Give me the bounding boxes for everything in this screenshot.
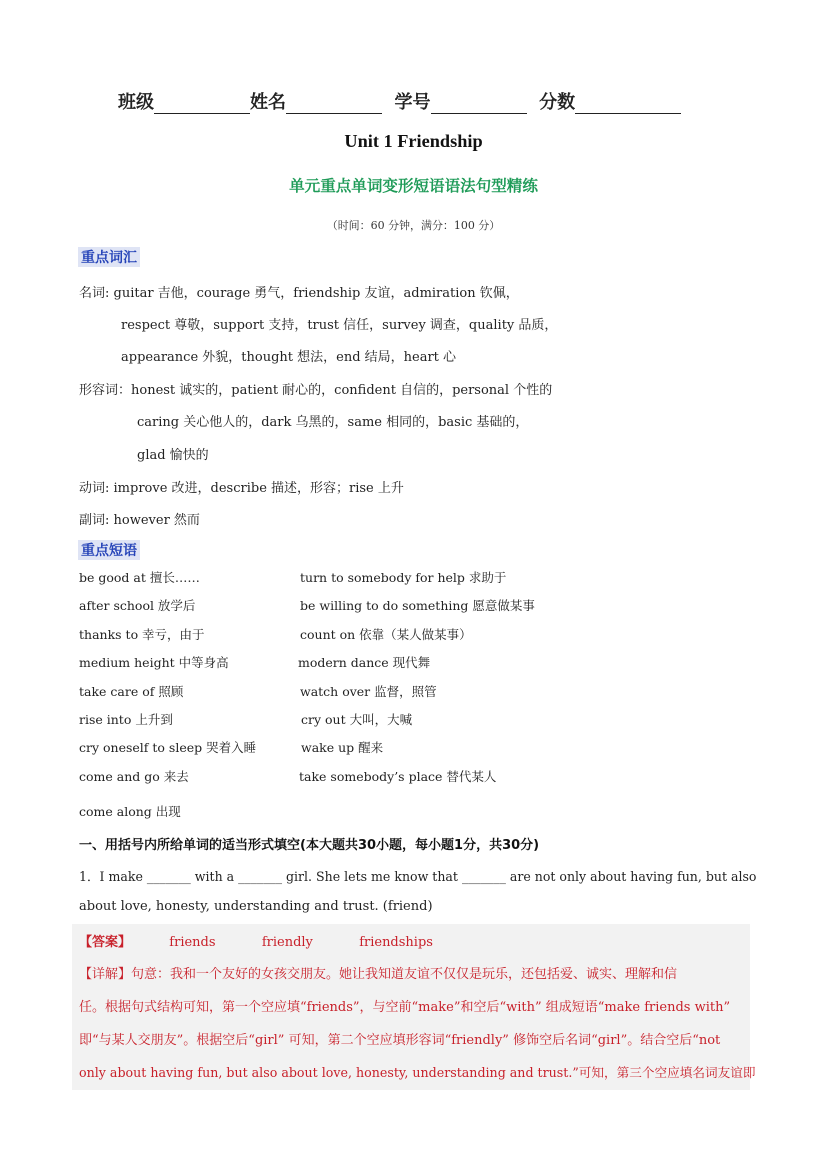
vocab-line: appearance 外貌，thought 想法，end 结局，heart 心 xyxy=(121,350,457,365)
class-label: 班级 xyxy=(118,92,154,113)
phrase-left: after school 放学后 xyxy=(79,598,196,613)
phrase-left: be good at 擅长…… xyxy=(79,570,200,585)
vocab-line: respect 尊敬，support 支持，trust 信任，survey 调查，quality 品质， xyxy=(121,318,558,333)
vocab-line: 名词: guitar 吉他，courage 勇气，friendship 友谊，admiration 钦佩， xyxy=(79,286,519,301)
vocab-line: caring 关心他人的，dark 乌黑的，same 相同的，basic 基础的， xyxy=(137,415,529,430)
phrase-left: take care of 照顾 xyxy=(79,684,184,699)
phrase-right: be willing to do something 愿意做某事 xyxy=(300,598,535,613)
detail-line: 【详解】句意：我和一个友好的女孩交朋友。她让我知道友谊不仅仅是玩乐，还包括爱、诚实、理解和信 xyxy=(79,967,678,982)
phrase-left: come along 出现 xyxy=(79,804,181,819)
id-label: 学号 xyxy=(394,92,431,113)
detail-line: 即“与某人交朋友”。根据空后“girl” 可知，第二个空应填形容词“friendly” 修饰空后名词“girl”。结合空后“not xyxy=(79,1033,721,1048)
detail-line: only about having fun, but also about love, honesty, understanding and trust.”可知，第三个空应填名词友谊即 xyxy=(79,1065,756,1080)
answer-row xyxy=(79,931,433,950)
phrase-left: rise into 上升到 xyxy=(79,712,173,727)
phrase-right: take somebody’s place 替代某人 xyxy=(299,769,497,784)
vocab-heading: 重点词汇 xyxy=(78,247,140,267)
detail-line: 任。根据句式结构可知，第一个空应填“friends”，与空前“make”和空后“with” 组成短语“make friends with” xyxy=(79,1000,731,1015)
student-info-header xyxy=(118,88,681,114)
time-note: （时间：60 分钟，满分：100 分） xyxy=(326,219,501,232)
id-blank[interactable] xyxy=(431,95,527,114)
phrase-right: watch over 监督，照管 xyxy=(300,684,437,699)
phrase-left: medium height 中等身高 xyxy=(79,655,229,670)
name-blank[interactable] xyxy=(286,95,382,114)
phrase-left: cry oneself to sleep 哭着入睡 xyxy=(79,740,257,755)
phrase-left: come and go 来去 xyxy=(79,769,189,784)
phrase-right: count on 依靠（某人做某事） xyxy=(300,627,472,642)
exercise-heading: 一、用括号内所给单词的适当形式填空(本大题共30小题，每小题1分，共30分) xyxy=(79,838,540,853)
answer-3: friendships xyxy=(359,935,433,950)
phrase-right: cry out 大叫，大喊 xyxy=(301,712,413,727)
vocab-line: 副词: however 然而 xyxy=(79,513,200,528)
vocab-line: glad 愉快的 xyxy=(137,448,209,463)
answer-2: friendly xyxy=(261,935,313,950)
score-label: 分数 xyxy=(539,92,576,113)
phrase-left: thanks to 幸亏，由于 xyxy=(79,627,205,642)
vocab-line: 形容词：honest 诚实的，patient 耐心的，confident 自信的，personal 个性的 xyxy=(79,383,553,398)
name-label: 姓名 xyxy=(250,92,286,113)
vocab-line: 动词: improve 改进，describe 描述，形容；rise 上升 xyxy=(79,481,404,496)
question-1-line-1: 1．I make _______ with a _______ girl. She lets me know that _______ are not only about having fun, but also xyxy=(79,869,757,884)
phrase-right: turn to somebody for help 求助于 xyxy=(300,570,507,585)
score-blank[interactable] xyxy=(575,95,681,114)
answer-1: friends xyxy=(169,935,216,950)
page-subtitle: 单元重点单词变形短语语法句型精练 xyxy=(289,177,538,195)
phrase-right: wake up 醒来 xyxy=(301,740,384,755)
phrase-right: modern dance 现代舞 xyxy=(298,655,431,670)
page-title: Unit 1 Friendship xyxy=(344,131,483,151)
answer-label: 【答案】 xyxy=(79,935,132,950)
phrases-heading: 重点短语 xyxy=(78,540,140,560)
question-1-line-2: about love, honesty, understanding and trust. (friend) xyxy=(79,899,433,914)
class-blank[interactable] xyxy=(154,95,250,114)
